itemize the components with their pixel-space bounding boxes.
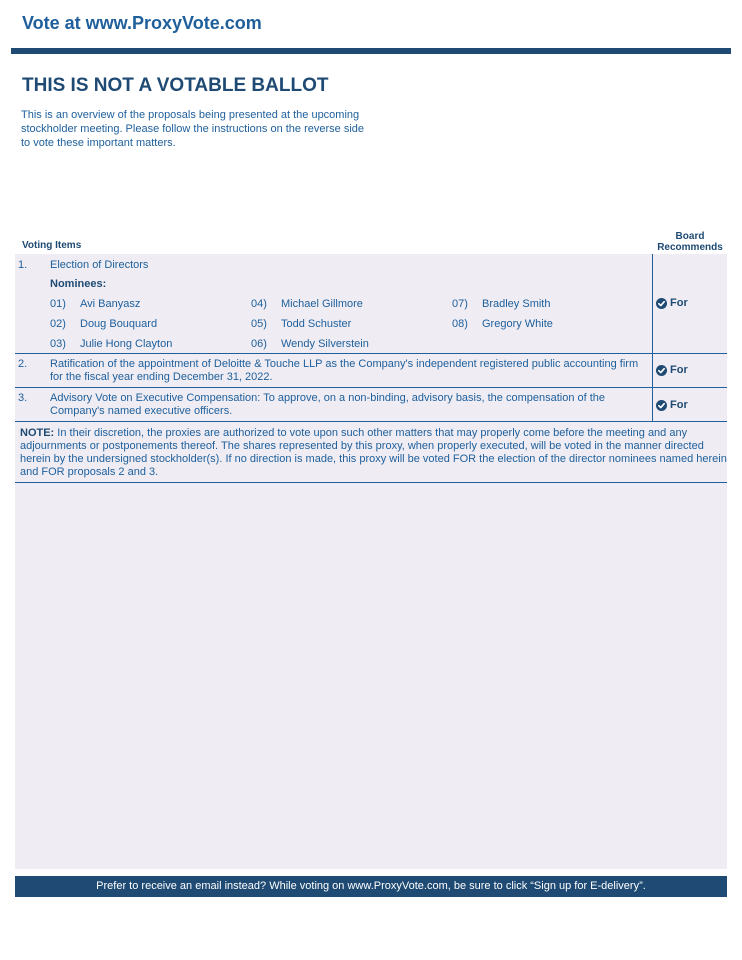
nominee-number: 06) <box>251 338 267 350</box>
item-3-recommendation <box>656 399 688 411</box>
nominee-name: Gregory White <box>482 318 553 330</box>
nominee-number: 05) <box>251 318 267 330</box>
note-divider <box>15 482 727 483</box>
board-recommends-line-2: Recommends <box>657 242 723 253</box>
board-recommends-line-1: Board <box>675 231 705 242</box>
page-title: THIS IS NOT A VOTABLE BALLOT <box>22 75 329 96</box>
nominee-name: Avi Banyasz <box>80 298 141 310</box>
recommendation-column-divider <box>652 254 653 422</box>
nominee-number: 04) <box>251 298 267 310</box>
item-3-number: 3. <box>18 392 28 404</box>
nominee-name: Todd Schuster <box>281 318 352 330</box>
vote-url-header: Vote at www.ProxyVote.com <box>22 13 262 33</box>
header-divider <box>11 48 731 54</box>
nominee-number: 08) <box>452 318 468 330</box>
recommendation-label: For <box>670 364 688 376</box>
voting-items-heading: Voting Items <box>22 240 82 251</box>
item-1-text: Election of Directors <box>50 259 149 271</box>
recommendation-label: For <box>670 297 688 309</box>
item-1-number: 1. <box>18 259 28 271</box>
nominee-number: 03) <box>50 338 66 350</box>
item-2-text: Ratification of the appointment of Deloitte & Touche LLP as the Company's independent registered public accounting firm for the fiscal year ending December 31, 2022. <box>50 358 639 383</box>
item-3-text: Advisory Vote on Executive Compensation: To approve, on a non-binding, advisory basis, the compensation of the Company's named executive officers. <box>50 392 606 417</box>
intro-text: This is an overview of the proposals being presented at the upcoming stockholder meeting. Please follow the instructions on the reverse side to vote these important matters. <box>21 109 365 149</box>
note-text <box>20 427 728 479</box>
check-circle-icon <box>656 400 667 411</box>
nominee-name: Bradley Smith <box>482 298 551 310</box>
board-recommends-heading <box>652 231 728 253</box>
nominee-name: Doug Bouquard <box>80 318 158 330</box>
row-divider <box>15 353 727 354</box>
note-label: NOTE: <box>20 427 55 439</box>
note-body: In their discretion, the proxies are authorized to vote upon such other matters that may properly come before the meeting and any adjournments or postponements thereof. The shares represented by this proxy, when properly executed, will be voted in the manner directed herein by the undersigned stockholder(s). If no direction is made, this proxy will be voted FOR the election of the director nominees named herein and FOR proposals 2 and 3. <box>20 427 727 478</box>
item-2-recommendation <box>656 364 688 376</box>
edelivery-footer: Prefer to receive an email instead? While voting on www.ProxyVote.com, be sure to click “Sign up for E-delivery”. <box>15 876 727 897</box>
row-divider <box>15 421 727 422</box>
recommendation-label: For <box>670 399 688 411</box>
nominee-number: 07) <box>452 298 468 310</box>
nominee-number: 02) <box>50 318 66 330</box>
nominee-name: Wendy Silverstein <box>281 338 369 350</box>
item-2-number: 2. <box>18 358 28 370</box>
check-circle-icon <box>656 365 667 376</box>
item-1-recommendation <box>656 297 688 309</box>
nominees-label: Nominees: <box>50 278 107 290</box>
check-circle-icon <box>656 298 667 309</box>
nominee-name: Michael Gillmore <box>281 298 363 310</box>
nominee-number: 01) <box>50 298 66 310</box>
row-divider <box>15 387 727 388</box>
nominee-name: Julie Hong Clayton <box>80 338 173 350</box>
